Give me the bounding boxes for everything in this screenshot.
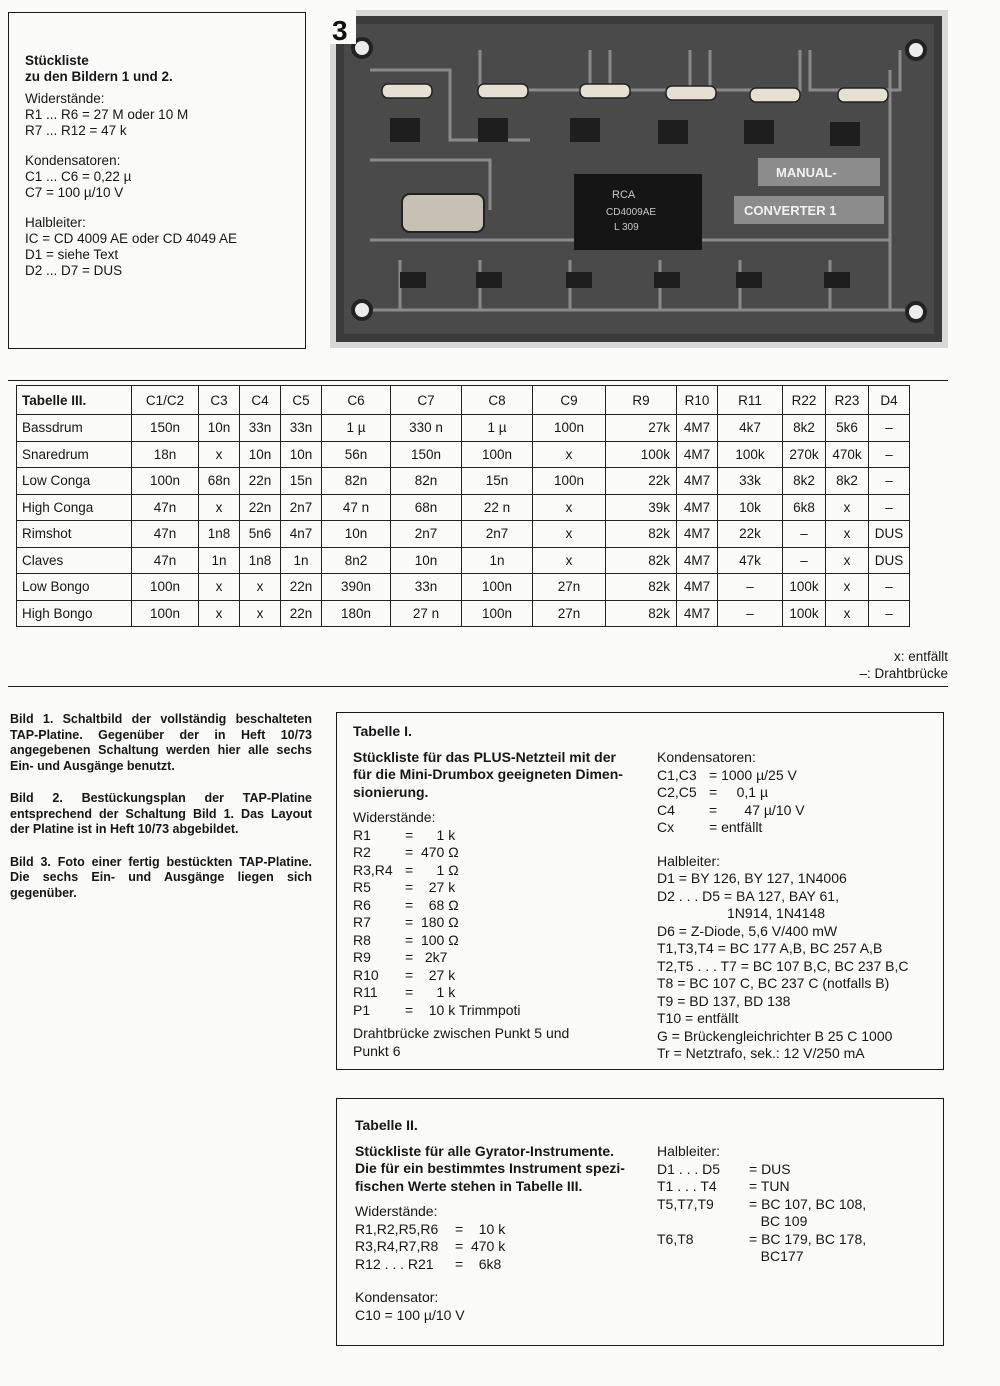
- table-row: [17, 521, 910, 548]
- table-cell: 68n: [391, 494, 462, 521]
- table-row: [17, 441, 910, 468]
- table-cell: 8k2: [783, 468, 826, 495]
- resistor-entry-value: = 27 k: [405, 879, 456, 895]
- tabelle-i-footer-1: Drahtbrücke zwischen Punkt 5 und: [353, 1025, 570, 1041]
- resistor-entry-value: = 27 k: [405, 966, 456, 983]
- table-cell: 82k: [606, 547, 677, 574]
- semiconductor-entry-value: = DUS: [749, 1160, 791, 1177]
- resistor-entry-key: R10: [353, 966, 379, 983]
- table-cell: x: [199, 574, 240, 601]
- resistor-entry: [353, 984, 635, 1002]
- resistor-entry-key: R12 . . . R21: [355, 1255, 434, 1272]
- resistor-entry-key: R1,R2,R5,R6: [355, 1220, 439, 1237]
- instrument-name-cell: Snaredrum: [17, 441, 132, 468]
- table-cell: 330 n: [391, 415, 462, 442]
- table-cell: x: [240, 574, 281, 601]
- table-cell: 4M7: [677, 574, 718, 601]
- semiconductor-entry-key: T1 . . . T4: [657, 1178, 717, 1194]
- tabelle-ii-capacitor: C10 = 100 µ/10 V: [355, 1306, 465, 1323]
- table-cell: 100k: [606, 441, 677, 468]
- resistor-entry-value: = 10 k: [455, 1220, 506, 1237]
- column-header: C8: [462, 386, 533, 415]
- table-cell: 100n: [462, 441, 533, 468]
- column-header: R23: [826, 386, 869, 415]
- table-cell: 4M7: [677, 441, 718, 468]
- table-cell: 8n2: [322, 547, 391, 574]
- table-cell: –: [869, 494, 910, 521]
- table-cell: 22n: [240, 494, 281, 521]
- table-cell: 39k: [606, 494, 677, 521]
- instrument-name-cell: Claves: [17, 547, 132, 574]
- resistor-entry-key: R5: [353, 879, 371, 895]
- semiconductor-entry-key: T6,T8: [657, 1230, 694, 1247]
- semiconductor-entry: [657, 1196, 941, 1214]
- table-cell: 82n: [391, 468, 462, 495]
- semiconductor-entry: Tr = Netztrafo, sek.: 12 V/250 mA: [657, 1045, 865, 1061]
- table-cell: 33n: [391, 574, 462, 601]
- resistor-entry-value: = 6k8: [455, 1255, 502, 1272]
- tabelle-i-desc-1: Stückliste für das PLUS-Netzteil mit der: [353, 748, 616, 765]
- table-cell: x: [533, 547, 606, 574]
- semiconductor-entry-key: [657, 1248, 749, 1266]
- table-row: [17, 415, 910, 442]
- resistor-entry-key: R9: [353, 949, 371, 965]
- caption-bild-3: Bild 3. Foto einer fertig bestückten TAP-Platine. Die sechs Ein- und Ausgänge liegen sich gegenüber.: [10, 854, 312, 900]
- table-cell: 390n: [322, 574, 391, 601]
- table-cell: –: [869, 441, 910, 468]
- table-cell: x: [199, 494, 240, 521]
- table-cell: x: [826, 600, 869, 627]
- table-cell: 10n: [199, 415, 240, 442]
- semiconductor-entry: T1,T3,T4 = BC 177 A,B, BC 257 A,B: [657, 940, 883, 956]
- semiconductor-entry-key: [657, 1213, 749, 1231]
- instrument-name-cell: Low Conga: [17, 468, 132, 495]
- resistor-entry: [353, 879, 635, 897]
- parts-list-title: Stückliste: [25, 53, 89, 68]
- tabelle-i-box: [336, 712, 944, 1070]
- semiconductor-entry: D1 = BY 126, BY 127, 1N4006: [657, 870, 847, 886]
- table-row: [17, 574, 910, 601]
- column-header: C5: [281, 386, 322, 415]
- table-cell: 27n: [533, 574, 606, 601]
- tabelle-i-right: [657, 749, 941, 1063]
- semiconductors-heading: Halbleiter:: [25, 215, 86, 230]
- tabelle-ii-box: [336, 1098, 944, 1346]
- column-header: C7: [391, 386, 462, 415]
- resistor-entry: [353, 1002, 635, 1020]
- table-cell: 100k: [783, 574, 826, 601]
- table-cell: 100n: [132, 468, 199, 495]
- table-cell: 33n: [281, 415, 322, 442]
- resistor-entry-key: R7: [353, 914, 371, 930]
- legend-dash: –: Drahtbrücke: [859, 666, 948, 681]
- resistor-entry: [355, 1221, 645, 1239]
- table-cell: 5k6: [826, 415, 869, 442]
- capacitor-entry-key: C4: [657, 801, 675, 818]
- column-header: C3: [199, 386, 240, 415]
- tabelle-ii-capacitor-heading: Kondensator:: [355, 1289, 439, 1305]
- caption-bild-2: Bild 2. Bestückungsplan der TAP-Platine entsprechend der Schaltung Bild 1. Das Layout der Platine ist in Heft 10/73 abgebildet.: [10, 791, 312, 836]
- semiconductor-entry: [657, 1178, 941, 1196]
- resistor-entry: [353, 844, 635, 862]
- table-legend: [859, 648, 948, 682]
- table-cell: 4M7: [677, 600, 718, 627]
- resistor-entry-key: R1: [353, 826, 371, 843]
- semiconductor-entry-key: T5,T7,T9: [657, 1195, 714, 1212]
- resistor-entry-key: R11: [353, 984, 378, 1000]
- table-cell: 1n: [199, 547, 240, 574]
- capacitors-heading: Kondensatoren:: [25, 153, 121, 168]
- table-cell: 82k: [606, 600, 677, 627]
- table-cell: 47k: [718, 547, 783, 574]
- tabelle-ii-desc-3: fischen Werte stehen in Tabelle III.: [355, 1177, 583, 1194]
- semiconductor-entry-value: = BC 179, BC 178,: [749, 1230, 867, 1247]
- tabelle-ii-right: [657, 1143, 941, 1266]
- semiconductors-line-3: D2 ... D7 = DUS: [25, 263, 123, 278]
- table-cell: –: [718, 600, 783, 627]
- table-cell: 47 n: [322, 494, 391, 521]
- resistor-entry: [353, 967, 635, 985]
- table-cell: x: [533, 441, 606, 468]
- table-cell: 150n: [132, 415, 199, 442]
- table-cell: 100n: [462, 574, 533, 601]
- divider-top: [8, 380, 948, 381]
- ic-label-1: RCA: [612, 189, 636, 201]
- figure-number: 3: [332, 15, 348, 46]
- table-cell: 5n6: [240, 521, 281, 548]
- table-cell: 4M7: [677, 521, 718, 548]
- table-cell: 82k: [606, 574, 677, 601]
- capacitor-entry: [657, 802, 941, 820]
- table-cell: 10k: [718, 494, 783, 521]
- semiconductor-entry: T8 = BC 107 C, BC 237 C (notfalls B): [657, 975, 890, 991]
- tabelle-ii-desc-2: Die für ein bestimmtes Instrument spezi-: [355, 1160, 625, 1176]
- resistor-entry-value: = 68 Ω: [405, 896, 459, 913]
- table-row: [17, 547, 910, 574]
- tabelle-ii-left: [355, 1117, 645, 1324]
- resistor-entry-value: = 10 k Trimmpoti: [405, 1001, 521, 1018]
- table-cell: 82k: [606, 521, 677, 548]
- semiconductors-line-1: IC = CD 4009 AE oder CD 4049 AE: [25, 231, 237, 246]
- tabelle-ii-resistor-list: [355, 1221, 645, 1274]
- divider-middle: [8, 686, 948, 687]
- instrument-name-cell: Bassdrum: [17, 415, 132, 442]
- table-cell: 56n: [322, 441, 391, 468]
- table-header-row: [17, 386, 910, 415]
- table-cell: 22 n: [462, 494, 533, 521]
- column-header: C6: [322, 386, 391, 415]
- table-cell: 15n: [462, 468, 533, 495]
- column-header: C4: [240, 386, 281, 415]
- table-cell: 10n: [281, 441, 322, 468]
- instrument-name-cell: Rimshot: [17, 521, 132, 548]
- table-cell: 1n8: [240, 547, 281, 574]
- semiconductor-entry: [657, 1213, 941, 1231]
- table-cell: DUS: [869, 521, 910, 548]
- table-cell: 180n: [322, 600, 391, 627]
- table-cell: –: [783, 521, 826, 548]
- table-cell: 100n: [533, 415, 606, 442]
- manual-label: MANUAL-: [776, 165, 837, 180]
- table-cell: 18n: [132, 441, 199, 468]
- capacitors-line-1: C1 ... C6 = 0,22 µ: [25, 169, 132, 184]
- table-cell: x: [199, 600, 240, 627]
- ic-label-2: CD4009AE: [606, 207, 657, 218]
- table-cell: –: [718, 574, 783, 601]
- column-header: C1/C2: [132, 386, 199, 415]
- resistor-entry-key: R3,R4,R7,R8: [355, 1238, 439, 1254]
- table-cell: 100n: [533, 468, 606, 495]
- table-cell: 470k: [826, 441, 869, 468]
- table-cell: 4M7: [677, 415, 718, 442]
- table-cell: 33n: [240, 415, 281, 442]
- resistor-entry: [353, 949, 635, 967]
- resistors-line-2: R7 ... R12 = 47 k: [25, 123, 127, 138]
- resistor-entry: [353, 897, 635, 915]
- table-cell: –: [869, 574, 910, 601]
- table-cell: 10n: [391, 547, 462, 574]
- resistor-entry: [355, 1256, 645, 1274]
- tabelle-i-capacitor-list: [657, 767, 941, 837]
- tabelle-i-semiconductors-heading: Halbleiter:: [657, 852, 721, 869]
- resistor-entry: [355, 1238, 645, 1256]
- table-cell: x: [199, 441, 240, 468]
- semiconductor-entry-value: BC177: [749, 1248, 804, 1264]
- semiconductor-entry: T10 = entfällt: [657, 1010, 739, 1026]
- table-cell: x: [826, 521, 869, 548]
- table-cell: –: [783, 547, 826, 574]
- resistor-entry-value: = 2k7: [405, 949, 448, 965]
- tabelle-i-left: [353, 723, 635, 1060]
- table-cell: 15n: [281, 468, 322, 495]
- capacitor-entry-value: = 0,1 µ: [709, 784, 769, 800]
- column-header: R10: [677, 386, 718, 415]
- column-header: R22: [783, 386, 826, 415]
- semiconductor-entry-value: = TUN: [749, 1178, 790, 1194]
- table-cell: 8k2: [783, 415, 826, 442]
- table-cell: 8k2: [826, 468, 869, 495]
- capacitor-entry: [657, 784, 941, 802]
- ic-label-3: L 309: [614, 222, 639, 233]
- resistors-heading: Widerstände:: [25, 91, 105, 106]
- table-cell: 1n: [462, 547, 533, 574]
- semiconductors-line-2: D1 = siehe Text: [25, 247, 119, 262]
- tabelle-ii-title: Tabelle II.: [355, 1117, 418, 1133]
- table-cell: 33k: [718, 468, 783, 495]
- tabelle-i-title: Tabelle I.: [353, 723, 412, 739]
- table-row: [17, 468, 910, 495]
- semiconductor-entry: D6 = Z-Diode, 5,6 V/400 mW: [657, 922, 838, 939]
- table-cell: 22n: [281, 574, 322, 601]
- resistor-entry-key: P1: [353, 1001, 371, 1018]
- pcb-photo: [330, 10, 948, 348]
- table-cell: 22k: [606, 468, 677, 495]
- table-cell: 10n: [322, 521, 391, 548]
- resistors-line-1: R1 ... R6 = 27 M oder 10 M: [25, 107, 189, 122]
- resistor-entry-value: = 1 Ω: [405, 861, 459, 878]
- table-cell: 47n: [132, 521, 199, 548]
- instrument-name-cell: High Bongo: [17, 600, 132, 627]
- resistor-entry: [353, 914, 635, 932]
- instrument-name-cell: Low Bongo: [17, 574, 132, 601]
- table-cell: 4M7: [677, 468, 718, 495]
- table-cell: –: [869, 415, 910, 442]
- resistor-entry-key: R3,R4: [353, 861, 393, 878]
- semiconductor-entry-value: = BC 107, BC 108,: [749, 1195, 867, 1212]
- tabelle-i-desc-2: für die Mini-Drumbox geeigneten Dimen-: [353, 766, 623, 782]
- table-cell: 2n7: [462, 521, 533, 548]
- table-cell: 68n: [199, 468, 240, 495]
- resistor-entry-value: = 1 k: [405, 826, 456, 843]
- semiconductor-entry: T9 = BD 137, BD 138: [657, 992, 791, 1009]
- table-cell: 1 µ: [462, 415, 533, 442]
- table-title-cell: Tabelle III.: [17, 386, 132, 415]
- resistor-entry-value: = 470 Ω: [405, 844, 459, 860]
- resistor-entry: [353, 827, 635, 845]
- capacitor-entry-value: = 47 µ/10 V: [709, 801, 805, 818]
- resistor-entry-key: R2: [353, 844, 371, 860]
- parts-list-box: [8, 12, 306, 349]
- table-cell: x: [533, 494, 606, 521]
- capacitor-entry: [657, 819, 941, 837]
- converter-label: CONVERTER 1: [744, 203, 837, 218]
- table-cell: 150n: [391, 441, 462, 468]
- table-cell: 47n: [132, 547, 199, 574]
- semiconductor-entry: T2,T5 . . . T7 = BC 107 B,C, BC 237 B,C: [657, 957, 909, 974]
- table-cell: 2n7: [281, 494, 322, 521]
- tabelle-i-semiconductor-list: [657, 870, 941, 1063]
- table-cell: 100n: [132, 600, 199, 627]
- capacitor-entry-value: = 1000 µ/25 V: [709, 766, 797, 783]
- table-cell: 6k8: [783, 494, 826, 521]
- table-row: [17, 494, 910, 521]
- table-cell: x: [240, 600, 281, 627]
- resistor-entry: [353, 932, 635, 950]
- instrument-name-cell: High Conga: [17, 494, 132, 521]
- resistor-entry-value: = 470 k: [455, 1238, 506, 1254]
- capacitor-entry-key: C2,C5: [657, 784, 697, 800]
- table-cell: x: [826, 547, 869, 574]
- table-cell: 270k: [783, 441, 826, 468]
- table-cell: 2n7: [391, 521, 462, 548]
- table-body: [17, 415, 910, 627]
- column-header: C9: [533, 386, 606, 415]
- tabelle-ii-desc-1: Stückliste für alle Gyrator-Instrumente.: [355, 1142, 615, 1159]
- semiconductor-entry-key: D1 . . . D5: [657, 1160, 721, 1177]
- tabelle-i-capacitors-heading: Kondensatoren:: [657, 749, 756, 765]
- table-cell: 100n: [462, 600, 533, 627]
- table-cell: 22n: [240, 468, 281, 495]
- table-cell: x: [533, 521, 606, 548]
- caption-bild-1: Bild 1. Schaltbild der vollständig beschalteten TAP-Platine. Gegenüber der in Heft 10/73 angegebenen Schaltung werden hier alle sechs Ein- und Ausgänge benutzt.: [10, 712, 312, 773]
- table-cell: 47n: [132, 494, 199, 521]
- tabelle-i-resistor-list: [353, 827, 635, 1020]
- tabelle-i-desc-3: sionierung.: [353, 783, 429, 800]
- table-cell: 22n: [281, 600, 322, 627]
- table-cell: 27 n: [391, 600, 462, 627]
- table-cell: 10n: [240, 441, 281, 468]
- semiconductor-entry: [657, 1248, 941, 1266]
- table-cell: 100k: [783, 600, 826, 627]
- table-cell: 22k: [718, 521, 783, 548]
- table-row: [17, 600, 910, 627]
- table-cell: 27n: [533, 600, 606, 627]
- table-cell: 100n: [132, 574, 199, 601]
- tabelle-ii-resistors-heading: Widerstände:: [355, 1203, 438, 1219]
- resistor-entry-value: = 180 Ω: [405, 914, 459, 930]
- table-cell: –: [869, 468, 910, 495]
- column-header: R11: [718, 386, 783, 415]
- semiconductor-entry-value: BC 109: [749, 1213, 808, 1229]
- table-cell: 27k: [606, 415, 677, 442]
- capacitor-entry-key: C1,C3: [657, 766, 697, 783]
- tabelle-ii-semiconductor-list: [657, 1161, 941, 1266]
- tabelle-i-footer-2: Punkt 6: [353, 1042, 401, 1059]
- semiconductor-entry: [657, 1231, 941, 1249]
- resistor-entry-value: = 100 Ω: [405, 931, 459, 948]
- legend-x: x: entfällt: [893, 649, 948, 664]
- table-cell: 1n: [281, 547, 322, 574]
- semiconductor-entry: D2 . . . D5 = BA 127, BAY 61,: [657, 887, 839, 904]
- capacitor-entry-key: Cx: [657, 819, 675, 835]
- table-cell: 4k7: [718, 415, 783, 442]
- capacitor-entry-value: = entfällt: [709, 819, 763, 835]
- table-iii: [16, 385, 910, 627]
- tabelle-i-resistors-heading: Widerstände:: [353, 809, 436, 825]
- figure-captions: [10, 712, 312, 918]
- table-cell: DUS: [869, 547, 910, 574]
- column-header: R9: [606, 386, 677, 415]
- table-cell: 4M7: [677, 547, 718, 574]
- capacitor-entry: [657, 767, 941, 785]
- tabelle-ii-semiconductors-heading: Halbleiter:: [657, 1143, 721, 1159]
- semiconductor-entry: [657, 1161, 941, 1179]
- resistor-entry-key: R6: [353, 896, 371, 913]
- resistor-entry-value: = 1 k: [405, 984, 456, 1000]
- capacitors-line-2: C7 = 100 µ/10 V: [25, 185, 124, 200]
- table-cell: x: [826, 574, 869, 601]
- semiconductor-entry: 1N914, 1N4148: [657, 905, 826, 921]
- table-cell: 4M7: [677, 494, 718, 521]
- resistor-entry: [353, 862, 635, 880]
- table-cell: 1 µ: [322, 415, 391, 442]
- resistor-entry-key: R8: [353, 931, 371, 948]
- table-cell: 82n: [322, 468, 391, 495]
- column-header: D4: [869, 386, 910, 415]
- table-cell: 100k: [718, 441, 783, 468]
- table-cell: x: [826, 494, 869, 521]
- semiconductor-entry: G = Brückengleichrichter B 25 C 1000: [657, 1027, 893, 1044]
- table-cell: –: [869, 600, 910, 627]
- table-cell: 4n7: [281, 521, 322, 548]
- parts-list-subtitle: zu den Bildern 1 und 2.: [25, 69, 173, 84]
- table-cell: 1n8: [199, 521, 240, 548]
